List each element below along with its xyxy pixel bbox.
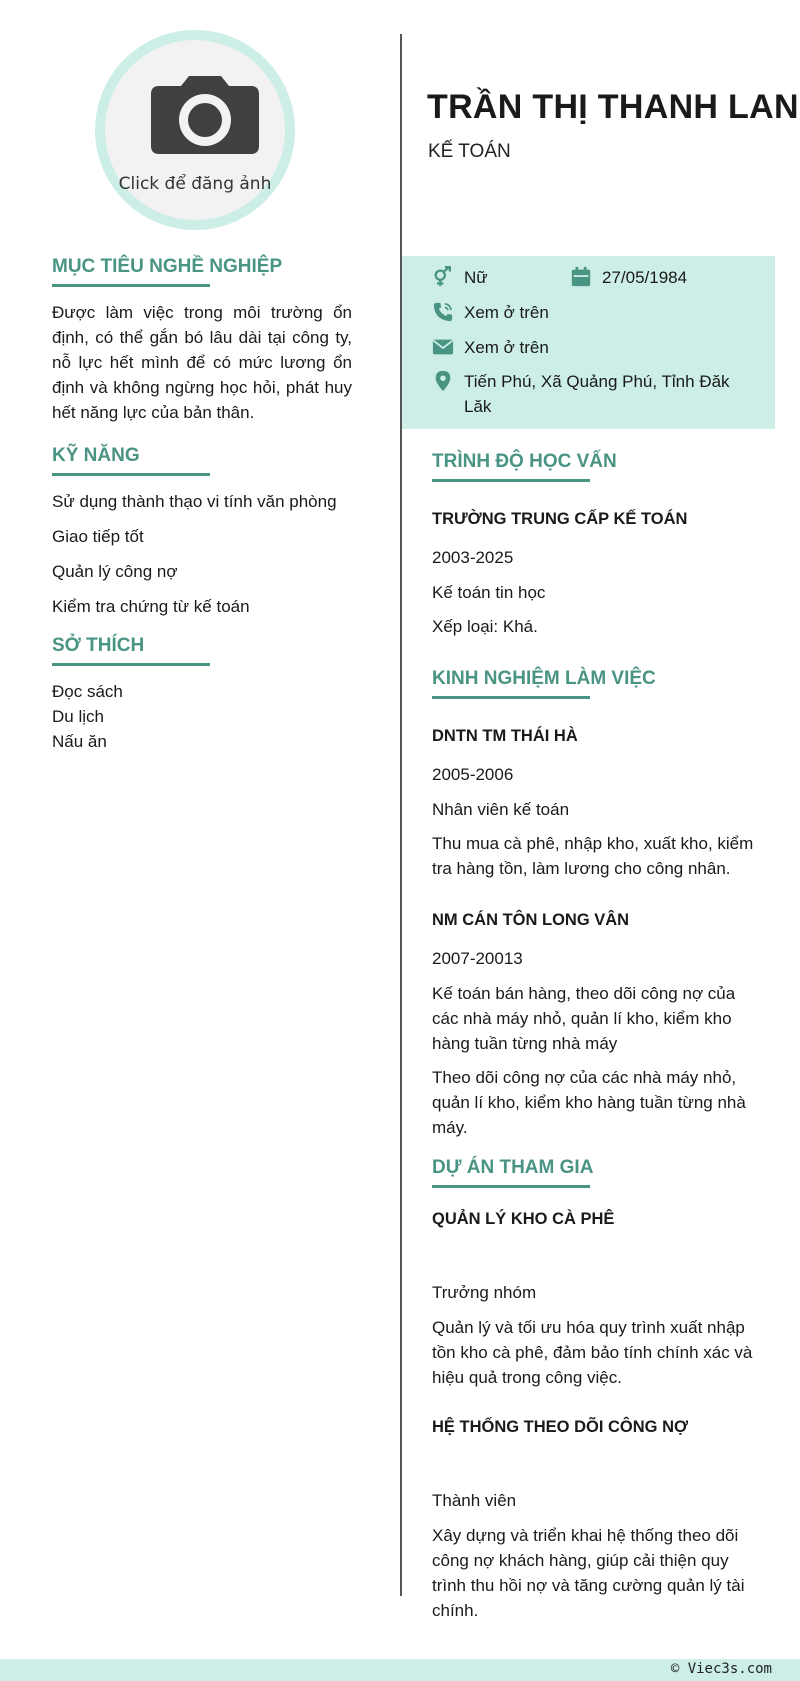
company-name: NM CÁN TÔN LONG VÂN (432, 911, 630, 929)
hobbies-title: SỞ THÍCH (52, 635, 210, 666)
email-value: Xem ở trên (464, 338, 549, 357)
job-title: KẾ TOÁN (428, 141, 511, 162)
hobby-item: Nấu ăn (52, 732, 107, 751)
footer-bar (0, 1659, 800, 1681)
contact-panel (402, 256, 775, 429)
experience-section (432, 668, 762, 699)
education-period: 2003-2025 (432, 548, 514, 567)
phone-icon (432, 301, 454, 323)
email-icon (432, 336, 454, 358)
education-block (432, 510, 762, 639)
education-major: Kế toán tin học (432, 583, 546, 602)
gender-value: Nữ (464, 268, 488, 287)
footer-credit[interactable]: © Viec3s.com (670, 1661, 772, 1677)
skill-item: Quản lý công nợ (52, 562, 178, 581)
location-pin-icon (432, 370, 454, 392)
skill-item: Giao tiếp tốt (52, 527, 144, 546)
objective-text: Được làm việc trong môi trường ổn định, có thể gắn bó lâu dài tại công ty, nỗ lực hết mình để có mức lương ổn định và không ngừng học hỏi, phát huy hết năng lực của bản thân. (52, 303, 352, 422)
school-name: TRƯỜNG TRUNG CẤP KẾ TOÁN (432, 510, 688, 528)
email-row (432, 335, 549, 360)
avatar-upload-area[interactable] (105, 40, 285, 220)
skills-title: KỸ NĂNG (52, 445, 210, 476)
project-role: Trưởng nhóm (432, 1283, 537, 1302)
objective-section (52, 256, 352, 287)
address-row (432, 369, 732, 419)
project-role: Thành viên (432, 1491, 517, 1510)
project-description: Xây dựng và triển khai hệ thống theo dõi công nợ khách hàng, giúp cải thiện quy trình thu hồi nợ và tăng cường quản lý tài chính. (432, 1526, 745, 1620)
hobby-item: Du lịch (52, 707, 104, 726)
avatar[interactable] (95, 30, 295, 230)
job-role: Kế toán bán hàng, theo dõi công nợ của các nhà máy nhỏ, quản lí kho, kiểm kho hàng tuần từng nhà máy (432, 984, 736, 1053)
candidate-name: TRẦN THỊ THANH LAN (427, 88, 799, 126)
avatar-caption[interactable]: Click để đăng ảnh (118, 174, 272, 194)
hobby-item: Đọc sách (52, 682, 123, 701)
skill-item: Sử dụng thành thạo vi tính văn phòng (52, 492, 337, 511)
projects-section (432, 1157, 762, 1188)
project-item (432, 1418, 762, 1623)
skills-list (52, 484, 352, 624)
education-title: TRÌNH ĐỘ HỌC VẤN (432, 451, 590, 482)
camera-icon (151, 76, 259, 154)
project-description: Quản lý và tối ưu hóa quy trình xuất nhập tồn kho cà phê, đảm bảo tính chính xác và hiệu quả trong công việc. (432, 1318, 753, 1387)
skills-section (52, 445, 352, 476)
objective-title: MỤC TIÊU NGHỀ NGHIỆP (52, 256, 210, 287)
job-period: 2005-2006 (432, 765, 514, 784)
project-name: HỆ THỐNG THEO DÕI CÔNG NỢ (432, 1418, 689, 1436)
project-item (432, 1210, 762, 1390)
experience-job (432, 727, 762, 881)
job-description: Thu mua cà phê, nhập kho, xuất kho, kiểm tra hàng tồn, làm lương cho công nhân. (432, 834, 754, 878)
hobbies-section (52, 635, 352, 666)
education-grade: Xếp loại: Khá. (432, 617, 538, 636)
calendar-icon (570, 266, 592, 288)
phone-value: Xem ở trên (464, 303, 549, 322)
gender-row (432, 265, 488, 290)
job-description: Theo dõi công nợ của các nhà máy nhỏ, quản lí kho, kiểm kho hàng tuần từng nhà máy. (432, 1068, 746, 1137)
hobbies-list (52, 679, 352, 754)
gender-icon (432, 266, 454, 288)
project-name: QUẢN LÝ KHO CÀ PHÊ (432, 1210, 615, 1228)
birthdate-value: 27/05/1984 (602, 268, 688, 287)
company-name: DNTN TM THÁI HÀ (432, 727, 578, 745)
address-value: Tiến Phú, Xã Quảng Phú, Tỉnh Đăk Lăk (464, 372, 730, 416)
experience-title: KINH NGHIỆM LÀM VIỆC (432, 668, 590, 699)
birthdate-row (570, 265, 687, 290)
experience-job (432, 911, 762, 1140)
phone-row (432, 300, 549, 325)
projects-title: DỰ ÁN THAM GIA (432, 1157, 590, 1188)
job-period: 2007-20013 (432, 949, 523, 968)
education-section (432, 451, 762, 482)
job-role: Nhân viên kế toán (432, 800, 570, 819)
skill-item: Kiểm tra chứng từ kế toán (52, 597, 250, 616)
